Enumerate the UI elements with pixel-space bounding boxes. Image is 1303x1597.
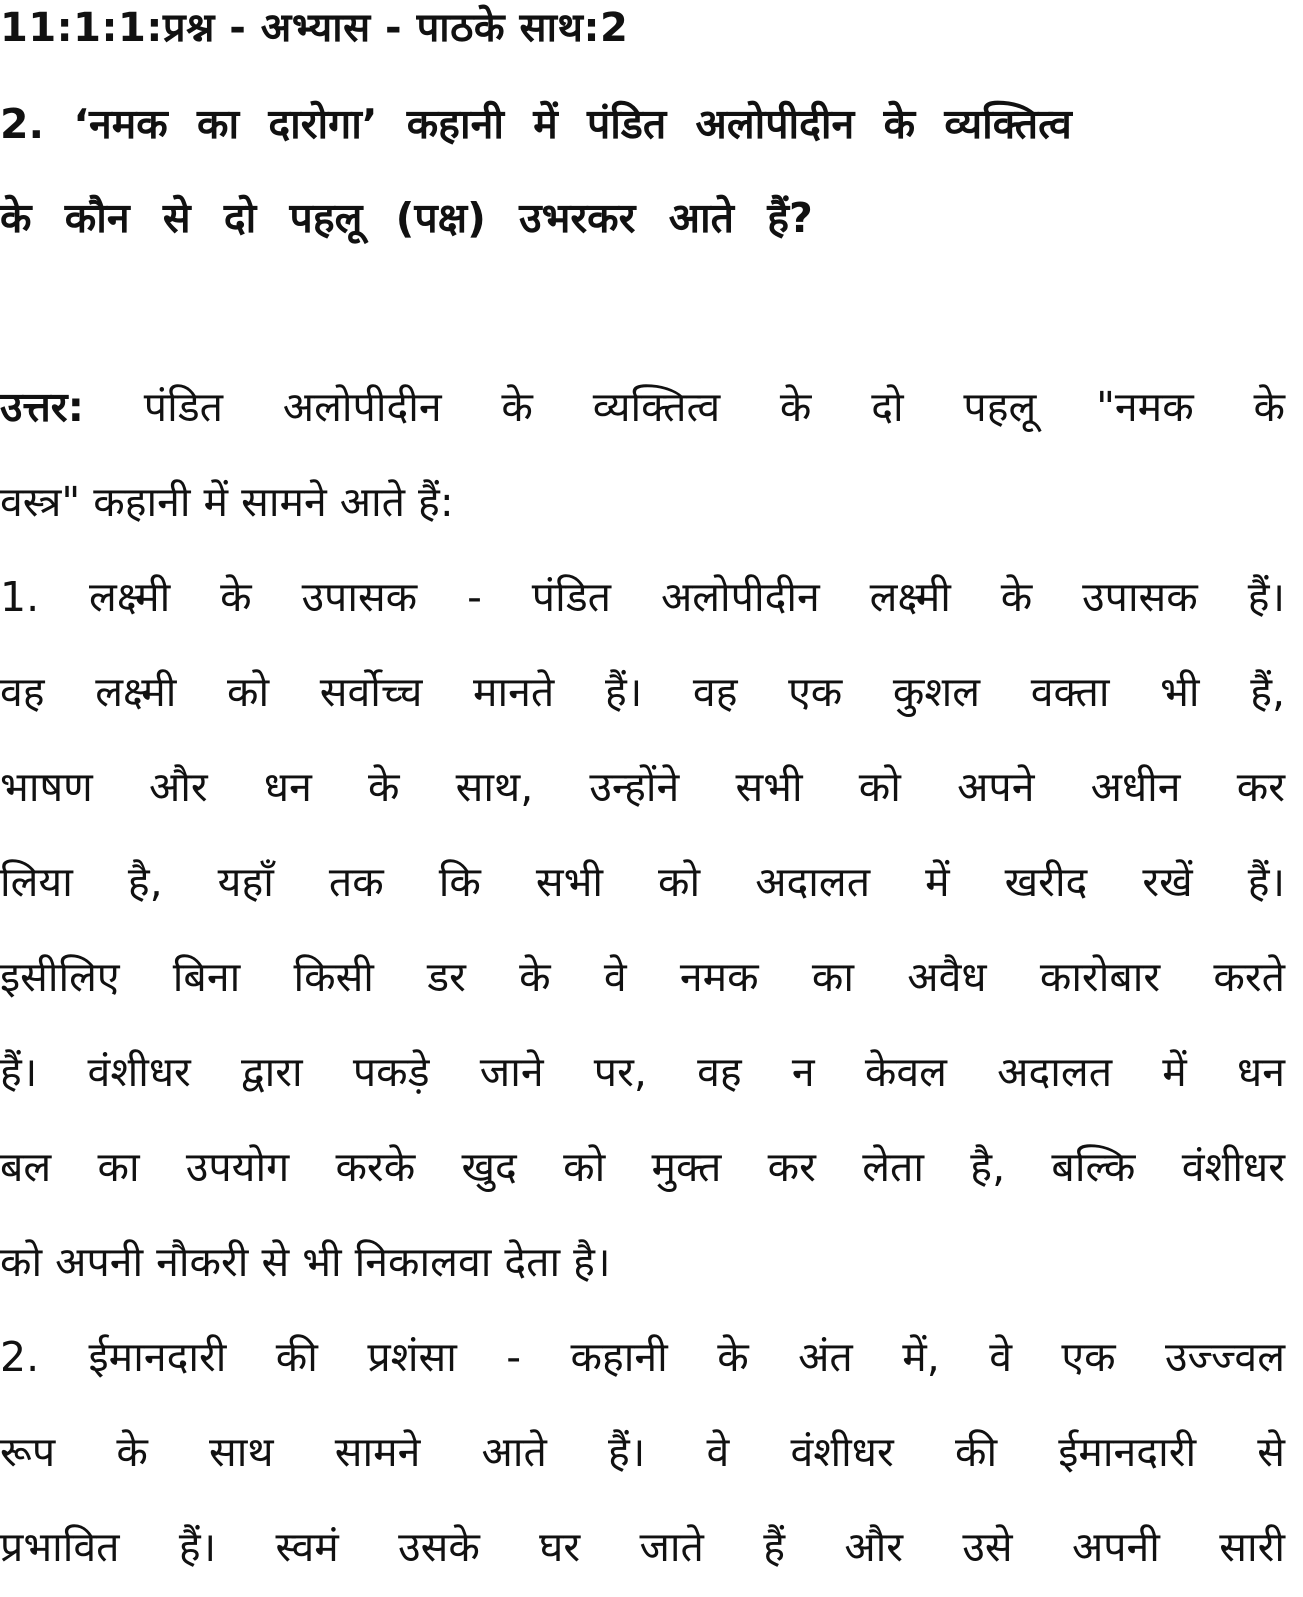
answer-line-1 <box>0 377 1285 437</box>
answer-line-7: इसीलिए बिना किसी डर के वे नमक का अवैध कारोबार करते <box>0 953 1285 1001</box>
answer-label: उत्तर: <box>0 383 84 431</box>
answer-line-1-text: पंडित अलोपीदीन के व्यक्तित्व के दो पहलू "नमक के <box>143 383 1285 431</box>
answer-line-9: बल का उपयोग करके खुद को मुक्त कर लेता है, बल्कि वंशीधर <box>0 1143 1285 1191</box>
answer-line-8: हैं। वंशीधर द्वारा पकड़े जाने पर, वह न केवल अदालत में धन <box>0 1048 1285 1096</box>
answer-line-13: प्रभावित हैं। स्वमं उसके घर जाते हैं और उसे अपनी सारी <box>0 1523 1285 1571</box>
answer-line-2: वस्त्र" कहानी में सामने आते हैं: <box>0 478 454 526</box>
page-title: 11:1:1:प्रश्न - अभ्यास - पाठके साथ:2 <box>0 5 629 51</box>
answer-line-11: 2. ईमानदारी की प्रशंसा - कहानी के अंत में, वे एक उज्ज्वल <box>0 1333 1285 1381</box>
question-line-1: 2. ‘नमक का दारोगा’ कहानी में पंडित अलोपीदीन के व्यक्तित्व <box>0 100 1072 148</box>
answer-line-12: रूप के साथ सामने आते हैं। वे वंशीधर की ईमानदारी से <box>0 1428 1285 1476</box>
answer-line-4: वह लक्ष्मी को सर्वोच्च मानते हैं। वह एक कुशल वक्ता भी हैं, <box>0 668 1285 716</box>
question-line-2: के कौन से दो पहलू (पक्ष) उभरकर आते हैं? <box>0 194 813 242</box>
answer-line-6: लिया है, यहाँ तक कि सभी को अदालत में खरीद रखें हैं। <box>0 858 1285 906</box>
answer-line-3: 1. लक्ष्मी के उपासक - पंडित अलोपीदीन लक्ष्मी के उपासक हैं। <box>0 573 1285 621</box>
answer-line-10: को अपनी नौकरी से भी निकालवा देता है। <box>0 1238 611 1286</box>
answer-line-5: भाषण और धन के साथ, उन्होंने सभी को अपने अधीन कर <box>0 763 1285 811</box>
